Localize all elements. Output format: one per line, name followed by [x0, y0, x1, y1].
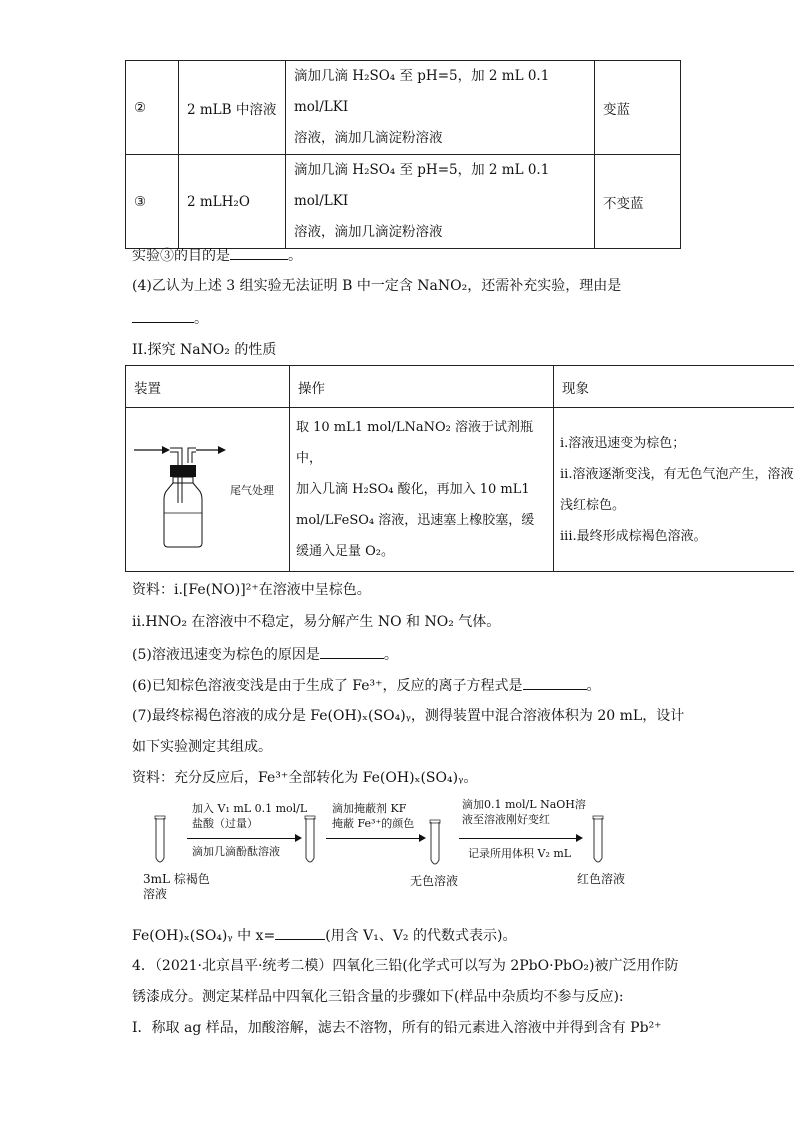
step1-label: 盐酸（过量）	[192, 817, 258, 830]
step1-sub-label: 滴加几滴酚酞溶液	[192, 845, 280, 858]
table-row	[126, 61, 681, 155]
phenomenon-line: ii.溶液逐渐变浅，有无色气泡产生，溶液	[560, 466, 794, 482]
answer-blank	[523, 675, 587, 690]
problem-4-step-1: Ⅰ．称取 ag 样品，加酸溶解，滤去不溶物，所有的铅元素进入溶液中并得到含有 Pb²⁺	[132, 1020, 662, 1036]
result-cell: 不变蓝	[595, 155, 681, 249]
row-number: ③	[126, 155, 179, 249]
operation-cell	[286, 155, 595, 249]
flow-arrow-3	[459, 838, 581, 839]
step3-label: 滴加0.1 mol/L NaOH溶	[462, 798, 586, 811]
header-phenomenon: 现象	[554, 366, 794, 408]
row-number: ②	[126, 61, 179, 155]
flow-arrow-2	[326, 838, 424, 839]
tube2-label: 无色溶液	[410, 874, 459, 888]
operation-line: 加入几滴 H₂SO₄ 酸化，再加入 10 mL1	[296, 482, 530, 497]
operation-line: 滴加几滴 H₂SO₄ 至 pH=5，加 2 mL 0.1 mol/LKI	[294, 162, 550, 209]
table-row	[126, 408, 794, 572]
section-title: II.探究 NaNO₂ 的性质	[132, 342, 277, 358]
question-text: (5)溶液迅速变为棕色的原因是	[132, 647, 320, 663]
question-7: (7)最终棕褐色溶液的成分是 Fe(OH)ₓ(SO₄)ᵧ，测得装置中混合溶液体积为 20 mL，设计	[132, 708, 685, 724]
question-7-cont: 如下实验测定其组成。	[132, 739, 272, 755]
phenomenon-line: i.溶液迅速变为棕色；	[560, 435, 686, 451]
apparatus-cell	[126, 408, 290, 572]
note-3: 资料：充分反应后，Fe³⁺全部转化为 Fe(OH)ₓ(SO₄)ᵧ。	[132, 770, 478, 786]
question-4: (4)乙认为上述 3 组实验无法证明 B 中一定含 NaNO₂，还需补充实验，理由是	[132, 278, 622, 294]
phenomenon-cell	[554, 408, 794, 572]
tube3-label: 红色溶液	[577, 872, 626, 886]
step1-label: 加入 V₁ mL 0.1 mol/L	[192, 802, 308, 815]
property-table	[125, 365, 794, 572]
tube1-label: 3mL 棕褐色	[143, 872, 210, 886]
question-text: (6)已知棕色溶液变浅是由于生成了 Fe³⁺，反应的离子方程式是	[132, 678, 523, 694]
flow-arrow-1	[187, 838, 300, 839]
reagent-cell: 2 mLH₂O	[179, 155, 286, 249]
operation-line: 缓通入足量 O₂。	[296, 544, 395, 559]
note-i: 资料：i.[Fe(NO)]²⁺在溶液中呈棕色。	[132, 582, 371, 598]
operation-line: mol/LFeSO₄ 溶液，迅速塞上橡胶塞，缓	[296, 513, 535, 528]
result-cell: 变蓝	[595, 61, 681, 155]
step3-label: 液至溶液刚好变红	[462, 813, 550, 826]
step2-label: 滴加掩蔽剂 KF	[332, 802, 407, 815]
operation-line: 滴加几滴 H₂SO₄ 至 pH=5，加 2 mL 0.1 mol/LKI	[294, 68, 550, 115]
operation-line: 溶液，滴加几滴淀粉溶液	[294, 130, 443, 146]
rubber-stopper	[170, 465, 196, 477]
reagent-cell: 2 mLB 中溶液	[179, 61, 286, 155]
question-text: (用含 V₁、V₂ 的代数式表示)。	[325, 928, 517, 944]
question-6: (6)已知棕色溶液变浅是由于生成了 Fe³⁺，反应的离子方程式是 。	[132, 675, 601, 696]
answer-blank	[275, 925, 325, 940]
header-apparatus: 装置	[126, 366, 290, 408]
question-purpose: 实验③的目的是 。	[132, 245, 302, 266]
step3-sub-label: 记录所用体积 V₂ mL	[468, 847, 572, 860]
table-header-row	[126, 366, 794, 408]
tail-gas-label: 尾气处理	[230, 484, 274, 497]
answer-blank	[320, 644, 384, 659]
question-text: Fe(OH)ₓ(SO₄)ᵧ 中 x=	[132, 928, 276, 944]
operation-cell	[290, 408, 554, 572]
question-4-answer: 。	[132, 308, 208, 329]
problem-4-header-cont: 锈漆成分。测定某样品中四氧化三铅含量的步骤如下(样品中杂质均不参与反应):	[132, 989, 624, 1005]
note-ii: ii.HNO₂ 在溶液中不稳定，易分解产生 NO 和 NO₂ 气体。	[132, 614, 501, 630]
experiment-table	[125, 60, 681, 249]
table-row	[126, 155, 681, 249]
question-formula	[132, 925, 516, 946]
problem-4-header: 4．（2021·北京昌平·统考二模）四氧化三铅(化学式可以写为 2PbO·PbO₂)被广泛用作防	[132, 958, 679, 974]
operation-cell	[286, 61, 595, 155]
step2-label: 掩蔽 Fe³⁺的颜色	[332, 817, 415, 830]
answer-blank	[230, 245, 288, 260]
answer-blank	[132, 308, 194, 323]
phenomenon-line: iii.最终形成棕褐色溶液。	[560, 528, 707, 544]
operation-line: 取 10 mL1 mol/LNaNO₂ 溶液于试剂瓶中，	[296, 420, 533, 466]
tube1-label: 溶液	[143, 887, 168, 901]
question-5: (5)溶液迅速变为棕色的原因是 。	[132, 644, 398, 665]
phenomenon-line: 浅红棕色。	[560, 497, 626, 513]
question-text: 实验③的目的是	[132, 248, 230, 264]
header-operation: 操作	[290, 366, 554, 408]
operation-line: 溶液，滴加几滴淀粉溶液	[294, 224, 443, 240]
